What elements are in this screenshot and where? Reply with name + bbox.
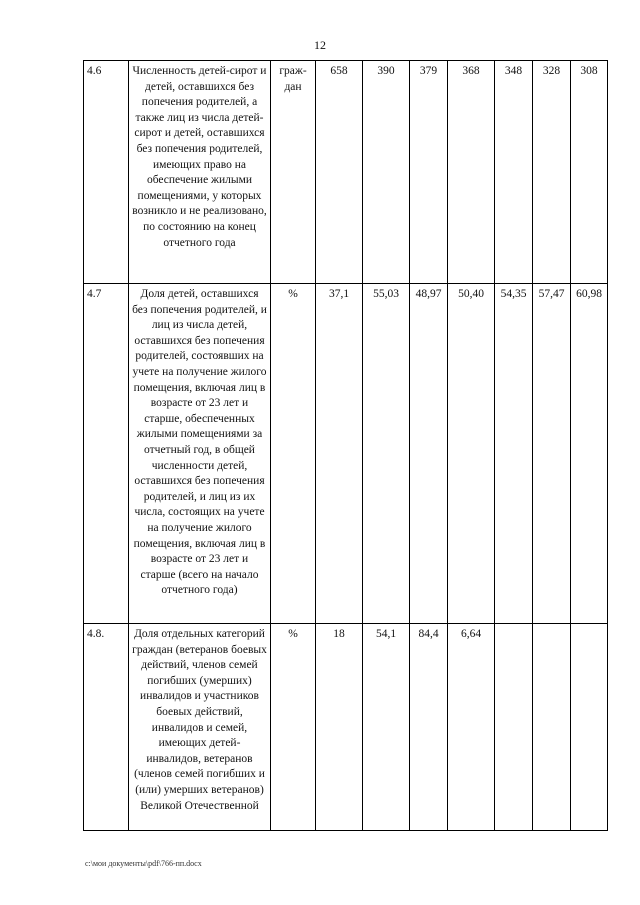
value-cell: 390 <box>363 61 410 284</box>
value-cell: 55,03 <box>363 284 410 624</box>
table-row <box>84 61 608 284</box>
value-cell: 37,1 <box>316 284 363 624</box>
value-cell: 48,97 <box>410 284 448 624</box>
value-cell <box>533 624 571 831</box>
value-cell: 50,40 <box>448 284 495 624</box>
page-number: 12 <box>314 38 326 52</box>
value-cell: 54,35 <box>495 284 533 624</box>
row-number: 4.7 <box>84 284 129 624</box>
value-cell: 379 <box>410 61 448 284</box>
unit-cell: % <box>271 624 316 831</box>
indicator-table <box>83 60 608 831</box>
indicator-name: Доля отдельных категорий граждан (ветеранов боевых действий, членов семей погибших (умерших) инвалидов и участников боевых действий, инвалидов и семей, имеющих детей-инвалидов, ветеранов (членов семей погибших и (или) умерших ветеранов) Великой Отечественной <box>129 624 271 831</box>
value-cell: 57,47 <box>533 284 571 624</box>
value-cell: 60,98 <box>571 284 608 624</box>
indicator-name: Доля детей, оставшихся без попечения родителей, и лиц из числа детей, оставшихся без попечения родителей, состоявших на учете на получение жилого помещения, включая лиц в возрасте от 23 лет и старше, обеспеченных жилыми помещениями за отчетный год, в общей численности детей, оставшихся без попечения родителей, и лиц из их числа, состоящих на учете на получение жилого помещения, включая лиц в возрасте от 23 лет и старше (всего на начало отчетного года) <box>129 284 271 624</box>
value-cell: 6,64 <box>448 624 495 831</box>
row-number: 4.8. <box>84 624 129 831</box>
value-cell: 658 <box>316 61 363 284</box>
unit-cell: граж-дан <box>271 61 316 284</box>
value-cell: 18 <box>316 624 363 831</box>
value-cell: 328 <box>533 61 571 284</box>
value-cell: 54,1 <box>363 624 410 831</box>
row-number: 4.6 <box>84 61 129 284</box>
unit-cell: % <box>271 284 316 624</box>
table-row <box>84 624 608 831</box>
value-cell: 308 <box>571 61 608 284</box>
indicator-name: Численность детей-сирот и детей, оставшихся без попечения родителей, а также лиц из числа детей-сирот и детей, оставшихся без попечения родителей, имеющих право на обеспечение жилыми помещениями, у которых возникло и не реализовано, по состоянию на конец отчетного года <box>129 61 271 284</box>
value-cell: 368 <box>448 61 495 284</box>
footer-file-path: c:\мои документы\pdf\766-пп.docx <box>85 859 202 868</box>
value-cell: 84,4 <box>410 624 448 831</box>
table-row <box>84 284 608 624</box>
value-cell <box>571 624 608 831</box>
value-cell: 348 <box>495 61 533 284</box>
value-cell <box>495 624 533 831</box>
